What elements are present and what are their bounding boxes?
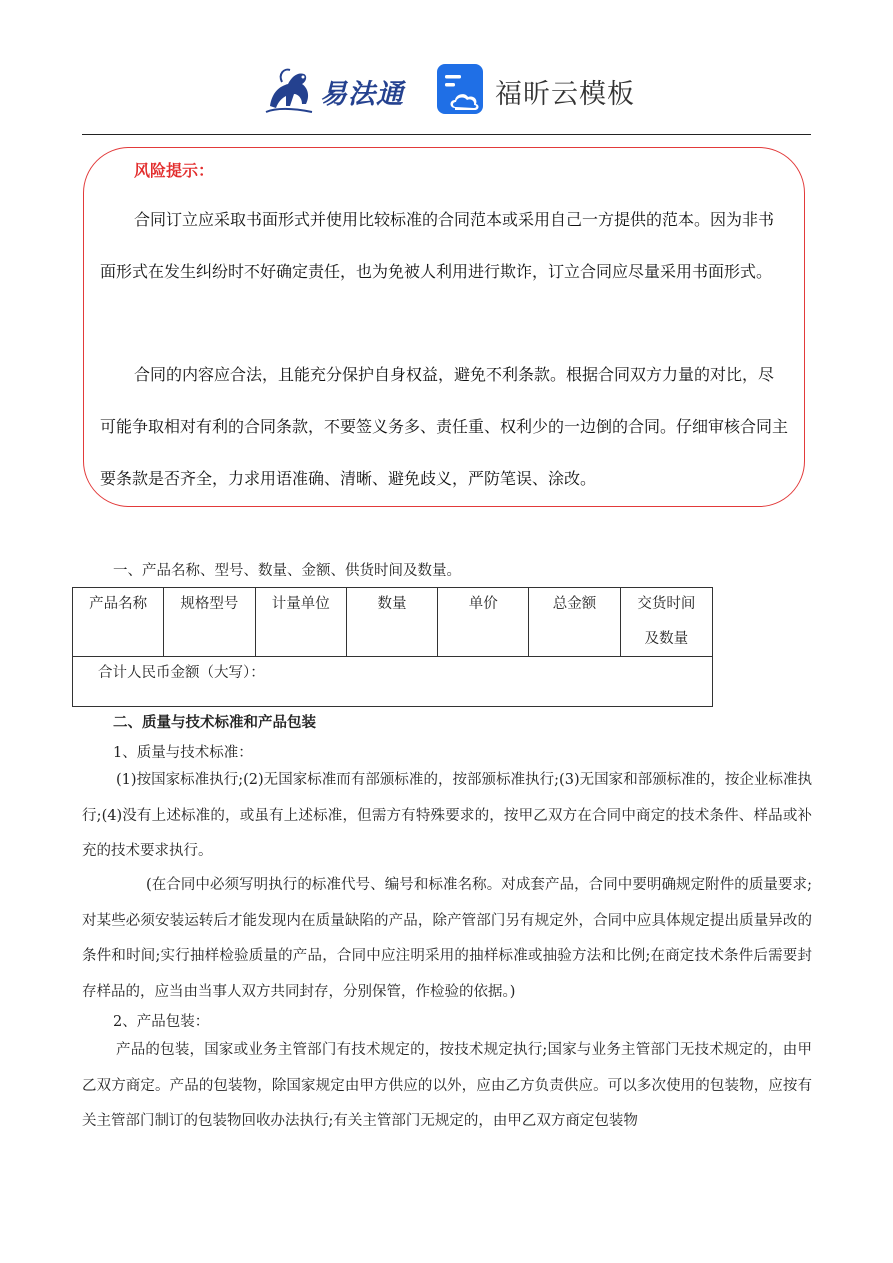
table-header-cell: 交货时间 及数量 xyxy=(620,588,712,657)
quality-standard-title: 1、质量与技术标准： xyxy=(113,745,253,761)
risk-notice-box xyxy=(83,147,805,507)
qilin-icon xyxy=(262,62,322,118)
header-divider xyxy=(82,134,811,135)
table-total-row xyxy=(73,657,713,707)
product-table xyxy=(72,587,713,707)
quality-standard-note: (在合同中必须写明执行的标准代号、编号和标准名称。对成套产品，合同中要明确规定附件的质量要求;对某些必须安装运转后才能发现内在质量缺陷的产品，除产管部门另有规定外，合同中应具体规定提出质量异改的条件和时间;实行抽样检验质量的产品，合同中应注明采用的抽样标准或抽验方法和比例;在商定技术条件后需要封存样品的，应当由当事人双方共同封存，分别保管，作检验的依据。) xyxy=(82,877,812,1000)
table-header-cell: 规格型号 xyxy=(164,588,255,657)
table-header-cell: 计量单位 xyxy=(255,588,346,657)
table-header-cell: 产品名称 xyxy=(73,588,164,657)
risk-notice-title: 风险提示： xyxy=(134,161,215,180)
foxit-template-logo-text: 福昕云模板 xyxy=(495,79,635,110)
section-1-title: 一、产品名称、型号、数量、金额、供货时间及数量。 xyxy=(113,563,461,579)
packaging-paragraph: 产品的包装，国家或业务主管部门有技术规定的，按技术规定执行;国家与业务主管部门无技术规定的，由甲乙双方商定。产品的包装物，除国家规定由甲方供应的以外，应由乙方负责供应。可以多次使用的包装物，应按有关主管部门制订的包装物回收办法执行;有关主管部门无规定的，由甲乙双方商定包装物 xyxy=(82,1042,812,1130)
table-header-row xyxy=(73,588,713,657)
quality-standard-paragraph: (1)按国家标准执行;(2)无国家标准而有部颁标准的，按部颁标准执行;(3)无国家和部颁标准的，按企业标准执行;(4)没有上述标准的，或虽有上述标准，但需方有特殊要求的，按甲乙双方在合同中商定的技术条件、样品或补充的技术要求执行。 xyxy=(82,772,812,860)
foxit-cloud-icon xyxy=(437,64,487,116)
yifatong-logo-text: 易法通 xyxy=(320,79,404,110)
table-header-cell: 数量 xyxy=(346,588,437,657)
page-header xyxy=(0,58,893,128)
risk-paragraph-2: 合同的内容应合法，且能充分保护自身权益，避免不利条款。根据合同双方力量的对比，尽可能争取相对有利的合同条款，不要签义务多、责任重、权利少的一边倒的合同。仔细审核合同主要条款是否齐全，力求用语准确、清晰、避免歧义，严防笔误、涂改。 xyxy=(100,365,789,488)
yifatong-logo xyxy=(262,62,412,118)
section-2-title: 二、质量与技术标准和产品包装 xyxy=(113,714,316,731)
table-header-cell: 总金额 xyxy=(529,588,620,657)
risk-paragraph-1: 合同订立应采取书面形式并使用比较标准的合同范本或采用自己一方提供的范本。因为非书面形式在发生纠纷时不好确定责任，也为免被人利用进行欺诈，订立合同应尽量采用书面形式。 xyxy=(100,210,775,281)
total-amount-label: 合计人民币金额（大写）： xyxy=(73,657,713,707)
table-header-cell: 单价 xyxy=(438,588,529,657)
packaging-title: 2、产品包装： xyxy=(113,1014,210,1030)
